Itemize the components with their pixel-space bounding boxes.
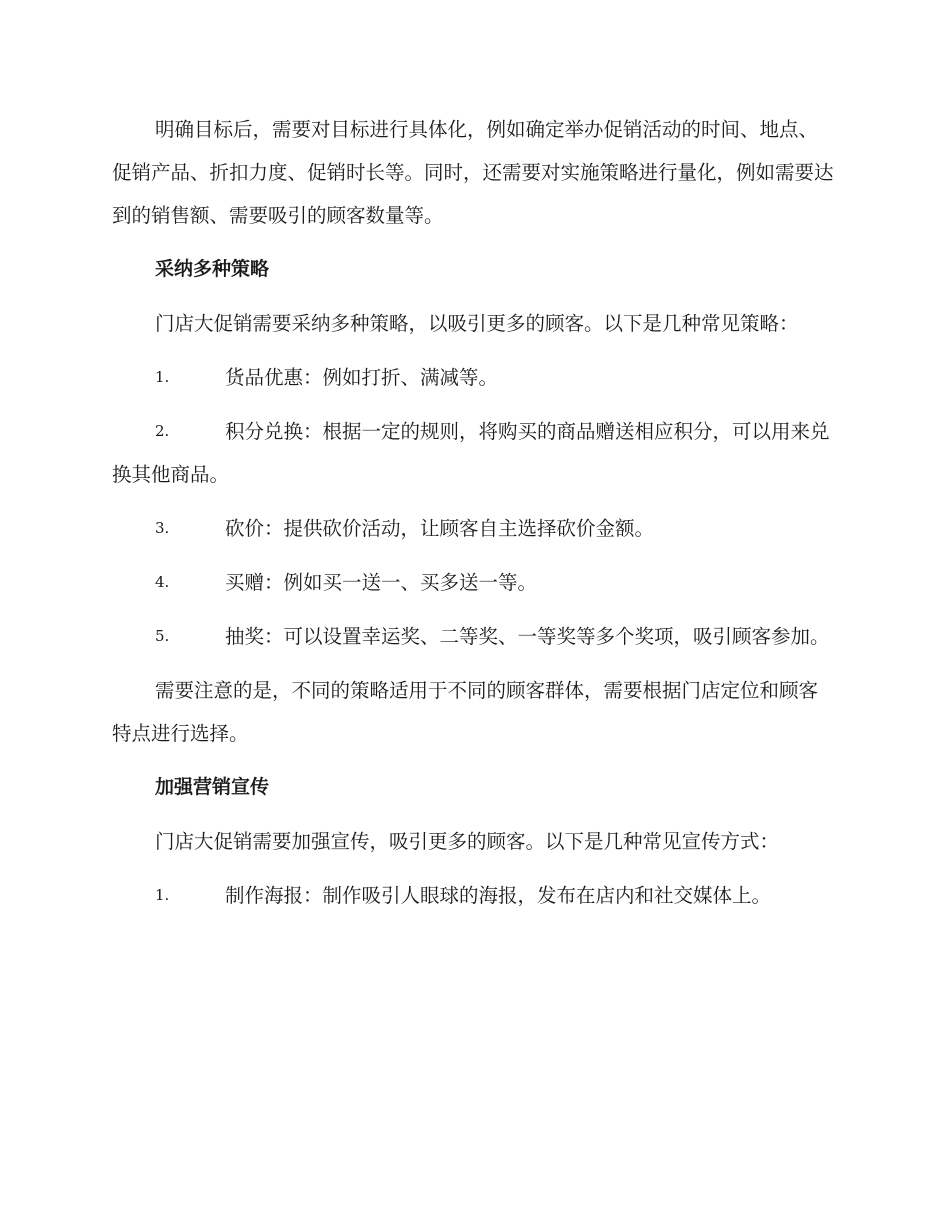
list-item-text: 买赠：例如买一送一、买多送一等。 [225, 571, 538, 594]
marketing-intro-paragraph: 门店大促销需要加强宣传，吸引更多的顾客。以下是几种常见宣传方式： [155, 830, 780, 853]
list-number: 2. [155, 422, 170, 440]
document-body [112, 108, 834, 928]
list-number: 4. [155, 573, 170, 591]
list-item-text: 制作海报：制作吸引人眼球的海报，发布在店内和社交媒体上。 [225, 884, 772, 907]
section-heading-strategy: 采纳多种策略 [155, 258, 270, 280]
list-item [112, 410, 834, 496]
list-item [112, 507, 834, 550]
section-heading-marketing: 加强营销宣传 [155, 776, 270, 798]
intro-paragraph: 明确目标后，需要对目标进行具体化，例如确定举办促销活动的时间、地点、促销产品、折扣力度、促销时长等。同时，还需要对实施策略进行量化，例如需要达到的销售额、需要吸引的顾客数量等。 [112, 118, 834, 227]
list-item [112, 561, 834, 604]
list-item-text: 积分兑换：根据一定的规则，将购买的商品赠送相应积分，可以用来兑换其他商品。 [112, 420, 830, 486]
list-item [112, 874, 834, 917]
strategy-intro-paragraph: 门店大促销需要采纳多种策略，以吸引更多的顾客。以下是几种常见策略： [155, 312, 799, 335]
list-item-text: 货品优惠：例如打折、满减等。 [225, 366, 499, 389]
list-number: 5. [155, 627, 170, 645]
list-item [112, 615, 834, 658]
list-number: 1. [155, 368, 170, 386]
list-item [112, 356, 834, 399]
list-item-text: 砍价：提供砍价活动，让顾客自主选择砍价金额。 [225, 517, 655, 540]
list-number: 3. [155, 519, 170, 537]
list-number: 1. [155, 886, 170, 904]
list-item-text: 抽奖：可以设置幸运奖、二等奖、一等奖等多个奖项，吸引顾客参加。 [225, 625, 830, 648]
strategy-note-paragraph: 需要注意的是，不同的策略适用于不同的顾客群体，需要根据门店定位和顾客特点进行选择。 [112, 679, 819, 745]
